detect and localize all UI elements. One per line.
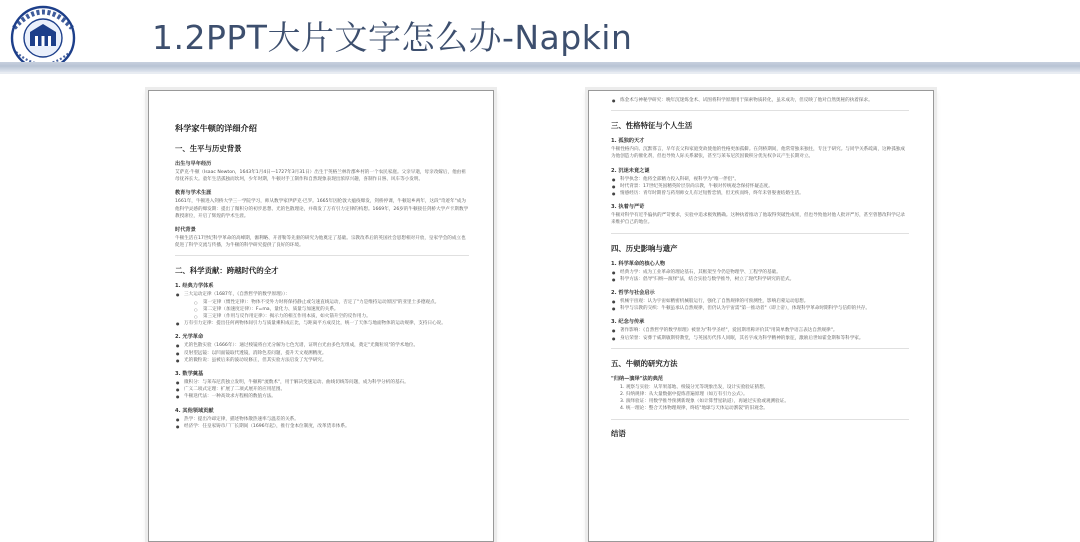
list-item: 2. 归纳规律：从大量数据中提炼普遍原理（如万有引力公式）。 [620,392,748,398]
list-item: ● 情感经历：青年时期曾与药剂师女儿有过短暂恋情，但无疾而终，终年未曾娶妻结婚生活。 [611,190,909,197]
subsection-heading: 3. 纪念与传承 [611,319,645,326]
subsection-heading: 4. 其他领域贡献 [175,407,214,414]
subsection-heading: 3. 执着与严苛 [611,204,645,211]
list-item: 3. 演绎验证：用数学推导预测新现象（如计算彗星轨道），再通过实验或观测验证。 [620,399,789,405]
list-item: ● 科学与宗教的交织：牛顿虽承认自然规律，但仍认为宇宙需"第一推动者"（即上帝），体现科学革命时期科学与信仰的共存。 [611,305,909,312]
bullet-list [611,269,909,283]
subsection-heading: 教育与学术生涯 [175,190,212,197]
subsection-heading: 3. 数学奠基 [175,371,204,378]
section-heading: 结语 [611,428,626,438]
list-item: ● 微积分：与莱布尼茨独立发明，牛顿称"流数术"，用于解决变速运动、曲线切线等问题，成为科学分析的基石。 [175,379,469,386]
list-item: ● 时代背景：17世纪英国精英阶层崇尚宗教，牛顿对传统观念保持怀疑态度。 [611,183,909,190]
bullet-list [611,176,909,198]
list-item: ● 光的微粒说：虽被后来的波动说修正，但其实验方法启发了光学研究。 [175,357,469,364]
header-divider [0,62,1080,72]
section-divider [175,255,469,256]
sub-list-item: ○ 第二定律（加速度定律）：F=ma，量化力、质量与加速度的关系。 [184,306,469,313]
section-heading: 三、性格特征与个人生活 [611,121,693,131]
document-page-left [148,90,494,542]
section-divider [611,419,909,420]
bullet-list [611,97,909,104]
sub-list [184,299,469,321]
document-page-right [588,90,934,542]
list-item: ● 光的色散实验（1666年）：通过棱镜将白光分解为七色光谱，证明白光由多色光组成，奠定"光微粒说"的学术地位。 [175,342,469,349]
paragraph: 牛顿性格内向、沉默寡言，早年丧父和家庭变故使他的性格更加孤僻。在剑桥期间，他常常独来独往，专注于研究。与同学关系疏离，这种孤独成为他创造力的催化剂，但也导致人际关系紧张，甚至与莱布尼茨因微积分优先权争议产生长期对立。 [611,147,906,160]
bullet-list [175,379,469,401]
section-heading: 二、科学贡献：跨越时代的全才 [175,266,279,276]
bullet-list [611,327,909,341]
bullet-list [175,342,469,364]
paragraph: 艾萨克·牛顿（Isaac Newton，1643年1月4日—1727年3月31日）出生于英格兰林肯郡乡村的一个农民家庭。父亲早逝，母亲改嫁后，他由祖母抚养长大。童年生活孤独而坎坷，少年时期，牛顿对手工制作和自然现象表现出浓厚兴趣，喜制作日晷、风车等小发明。 [175,170,466,183]
list-item: ● 经典力学：成为工业革命的理论基石，其框架至今仍是物理学、工程学的基础。 [611,269,909,276]
sub-list-item: ○ 第一定律（惯性定律）：物体不受外力时将保持静止或匀速直线运动，否定了"力是维持运动原因"的亚里士多德观点。 [184,299,469,306]
section-divider [611,110,909,111]
bullet-list [175,291,469,327]
list-item: 1. 观察与实验：从苹果落地、棱镜分光等现象出发，设计实验验证猜想。 [620,384,769,390]
numbered-list [611,384,909,413]
sub-list-item: ○ 第三定律（作用与反作用定律）：揭示力的相互作用本质，如火箭升空的反作用力。 [184,313,469,320]
subsection-heading: 2. 沉迷未竟之谜 [611,167,650,174]
list-item: ● 反射望远镜：以凹面镜取代透镜，消除色差问题，提升天文观测精度。 [175,350,469,357]
list-item: ● 经济学：任皇家铸币厂厂长期间（1696年起），推行金本位制度，改革货币体系。 [175,423,469,430]
list-item: ● 炼金术与神秘学研究：晚年沉迷炼金术、试图将科学原理用于探索物质转化，虽未成功，但反映了他对自然奥秘的执着探求。 [611,97,909,104]
subsection-heading: 出生与早年经历 [175,161,212,167]
list-item: ● 科学方法：倡导"归纳—演绎"法，结合实验与数学推导，树立了现代科学研究的范式。 [611,276,909,283]
bullet-list [611,298,909,312]
subsection-heading: 2. 光学革命 [175,334,204,341]
list-item: ● 广义二项式定理：扩展了二项式展开的应用范围。 [175,386,469,393]
list-item: 4. 统一理论：整合天体物理规律，终结"地球与天体运动割裂"的旧观念。 [620,406,768,412]
subsection-heading: 1. 经典力学体系 [175,283,214,290]
header-divider-shadow [0,72,1080,74]
paragraph: 牛顿生活在17世纪科学革命的高峰期，伽利略、开普勒等先驱的研究为他奠定了基础。宗教改革后的英国社会思想相对开放，皇家学会的成立也促进了科学交流与传播，为牛顿的科学研究提供了良好的环境。 [175,236,466,249]
list-item: ● 万有引力定律：提出任何两物体间引力与质量乘积成正比，与距离平方成反比，统一了天体与地面物体的运动规律，支持日心说。 [175,320,469,327]
subsection-heading: 时代背景 [175,227,196,234]
bullet-list [175,416,469,430]
list-item: ● 身后荣誉：安葬于威斯敏斯特教堂，与英国历代伟人同眠，其名字成为科学精神的象征，激励后世如霍金斯和等科学家。 [611,335,909,342]
subsection-heading: 1. 科学革命的核心人物 [611,260,666,267]
paragraph: 1661年，牛顿进入剑桥大学三一学院学习，师从数学家伊萨克·巴罗。1665年因伦敦大瘟疫爆发，剑桥停课，牛顿返乡两年，这段"奇迹年"成为他科学灵感的爆发期：提出了微积分的初步思想、光的色散理论，并萌发了万有引力定律的构想。1669年，26岁的牛顿接任剑桥大学卢卡斯数学教授席位，开启了辉煌的学术生涯。 [175,199,469,219]
slide-title: 1.2PPT大片文字怎么办-Napkin [152,18,633,57]
list-item: ● 牛顿迭代法：一种高效求方程根的数值方法。 [175,393,469,400]
list-item: ● 著作影响：《自然哲学的数学原理》被誉为"科学圣经"，爱因斯坦称评价其"用简单数学语言表达自然规律"。 [611,327,909,334]
subsection-heading: 1. 孤独的天才 [611,138,645,145]
section-heading: 四、历史影响与遗产 [611,243,678,253]
section-divider [611,233,909,234]
document-title: 科学家牛顿的详细介绍 [175,123,257,133]
list-item-text: 三大运动定律（1687年，《自然哲学的数学原理》）： [184,292,290,298]
subsection-heading: 2. 哲学与社会启示 [611,290,655,297]
paragraph: 牛顿对科学有近乎偏执的严苛要求，实验中追求极致精确。这种执着推动了他取得突破性成果，但也导致他对他人批评严厉，甚至曾篡改科学记录来维护自己的地位。 [611,213,906,226]
section-divider [611,348,909,349]
section-heading: 一、生平与历史背景 [175,144,242,153]
list-item [175,291,469,320]
section-heading: 五、牛顿的研究方法 [611,358,678,368]
list-item: ● 科学执念：他将全部精力投入科研，视科学为"唯一伴侣"。 [611,176,909,183]
subsection-heading: "归纳—演绎"法的典范 [611,375,664,382]
list-item: ● 机械宇宙观：认为宇宙如精密机械般运行，强化了自然规律的可预测性，影响启蒙运动思想。 [611,298,909,305]
list-item: ● 热学：提出冷却定律，描述物体散热速率与温差的关系。 [175,416,469,423]
